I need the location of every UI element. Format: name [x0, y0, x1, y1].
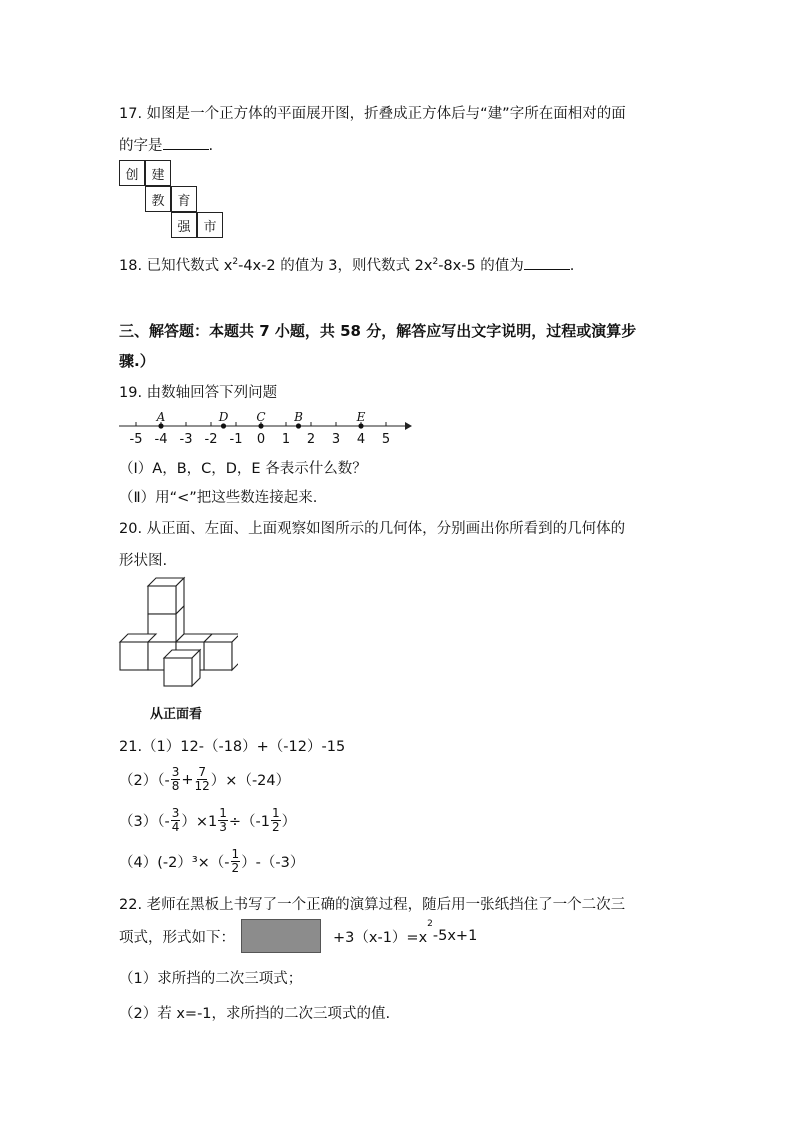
tick-label: 0 — [256, 432, 266, 447]
denominator: 4 — [171, 820, 180, 834]
tick-label: 1 — [281, 432, 291, 447]
q20-line2: 形状图. — [119, 553, 168, 569]
numerator: 1 — [231, 847, 240, 861]
q21-part4 — [119, 848, 304, 875]
q22-line2-suffix-a: +3（x-1）=x — [333, 929, 428, 946]
q21-p2-suffix: ）×（-24） — [210, 773, 291, 789]
point-dot — [358, 423, 363, 428]
q21-p4-suffix: ）-（-3） — [241, 855, 305, 871]
point-label: D — [218, 410, 229, 424]
q17-line2-suffix: . — [208, 138, 214, 154]
net-cell-6: 市 — [197, 212, 223, 238]
q21-p4-prefix: （4）(-2）³×（- — [119, 855, 230, 871]
tick-label: 3 — [331, 432, 341, 447]
point-label: B — [294, 410, 303, 424]
q20-line1: 20. 从正面、左面、上面观察如图所示的几何体，分别画出你所看到的几何体的 — [119, 521, 626, 537]
q21-p3-suffix: ） — [281, 814, 297, 830]
numerator: 1 — [271, 806, 280, 820]
point-dot — [221, 423, 226, 428]
answer-blank — [524, 255, 570, 270]
number-line — [115, 404, 415, 450]
q22-line1: 22. 老师在黑板上书写了一个正确的演算过程，随后用一张纸挡住了一个二次三 — [119, 897, 626, 913]
q18-mid2: -8x-5 的值为 — [438, 258, 524, 274]
fraction — [171, 807, 181, 834]
section3-line1: 三、解答题：本题共 7 小题，共 58 分，解答应写出文字说明，过程或演算步 — [119, 322, 637, 340]
q22-part2: （2）若 x=-1，求所挡的二次三项式的值. — [119, 1006, 391, 1022]
q21-p2-prefix: （2）（- — [119, 773, 170, 789]
net-cell-1: 创 — [119, 160, 145, 186]
tick-label: -2 — [204, 432, 218, 447]
q22-line2-prefix: 项式，形式如下： — [119, 929, 235, 946]
tick-label: -5 — [129, 432, 143, 447]
q17-line1: 17. 如图是一个正方体的平面展开图，折叠成正方体后与“建”字所在面相对的面 — [119, 106, 626, 122]
q21-p3-prefix: （3）（- — [119, 814, 170, 830]
arrow-icon — [405, 422, 412, 430]
fraction — [231, 848, 241, 875]
covered-paper-box — [241, 919, 321, 953]
q21-p3-div: ÷（-1 — [228, 814, 270, 830]
numerator: 3 — [171, 765, 180, 779]
denominator: 12 — [194, 779, 210, 793]
q22-part1: （1）求所挡的二次三项式； — [119, 971, 303, 987]
q18-prefix: 18. 已知代数式 x — [119, 258, 233, 274]
q22-exp: 2 — [427, 919, 433, 929]
point-label: A — [156, 410, 166, 424]
q21-p3-mid: ）×1 — [181, 814, 218, 830]
tick-label: 5 — [381, 432, 391, 447]
q17-line2 — [119, 134, 213, 155]
point-dot — [296, 423, 301, 428]
fraction — [195, 766, 210, 793]
section3-line2: 骤.） — [119, 352, 155, 370]
plus-sign: + — [181, 771, 194, 788]
denominator: 8 — [171, 779, 180, 793]
tick-label: 4 — [356, 432, 366, 447]
denominator: 2 — [271, 820, 280, 834]
q18-line — [119, 254, 574, 275]
cube-net — [119, 160, 229, 242]
q18-exp1: 2 — [232, 257, 239, 268]
q19-part1: （Ⅰ）A，B，C，D，E 各表示什么数？ — [119, 461, 367, 477]
q21-part1: 21.（1）12-（-18）+（-12）-15 — [119, 739, 346, 755]
figure-caption: 从正面看 — [150, 707, 203, 722]
fraction — [218, 807, 228, 834]
q22-line2 — [119, 919, 477, 953]
tick-label: -4 — [154, 432, 168, 447]
q18-suffix: . — [569, 258, 575, 274]
denominator: 3 — [219, 820, 227, 834]
net-cell-2: 建 — [145, 160, 171, 186]
q18-exp2: 2 — [432, 257, 439, 268]
net-cell-4: 育 — [171, 186, 197, 212]
q21-part3 — [119, 807, 296, 834]
tick-label: -1 — [229, 432, 243, 447]
q22-line2-suffix-b: -5x+1 — [432, 928, 478, 944]
point-label: C — [256, 410, 266, 424]
point-label: E — [356, 410, 366, 424]
point-dot — [158, 423, 163, 428]
fraction — [171, 766, 181, 793]
q19-part2: （Ⅱ）用“<”把这些数连接起来. — [119, 490, 318, 506]
tick-label: 2 — [306, 432, 316, 447]
numerator: 3 — [171, 806, 180, 820]
numerator: 1 — [219, 806, 227, 820]
cube-solid-figure — [118, 574, 238, 700]
point-dot — [258, 423, 263, 428]
q21-part2 — [119, 766, 290, 793]
q18-mid1: -4x-2 的值为 3，则代数式 2x — [238, 258, 433, 274]
q17-line2-prefix: 的字是 — [119, 138, 163, 154]
answer-blank — [163, 135, 209, 150]
numerator: 7 — [198, 765, 206, 779]
fraction — [271, 807, 281, 834]
q19-title: 19. 由数轴回答下列问题 — [119, 385, 278, 401]
denominator: 2 — [231, 861, 240, 875]
tick-label: -3 — [179, 432, 193, 447]
net-cell-3: 教 — [145, 186, 171, 212]
net-cell-5: 强 — [171, 212, 197, 238]
